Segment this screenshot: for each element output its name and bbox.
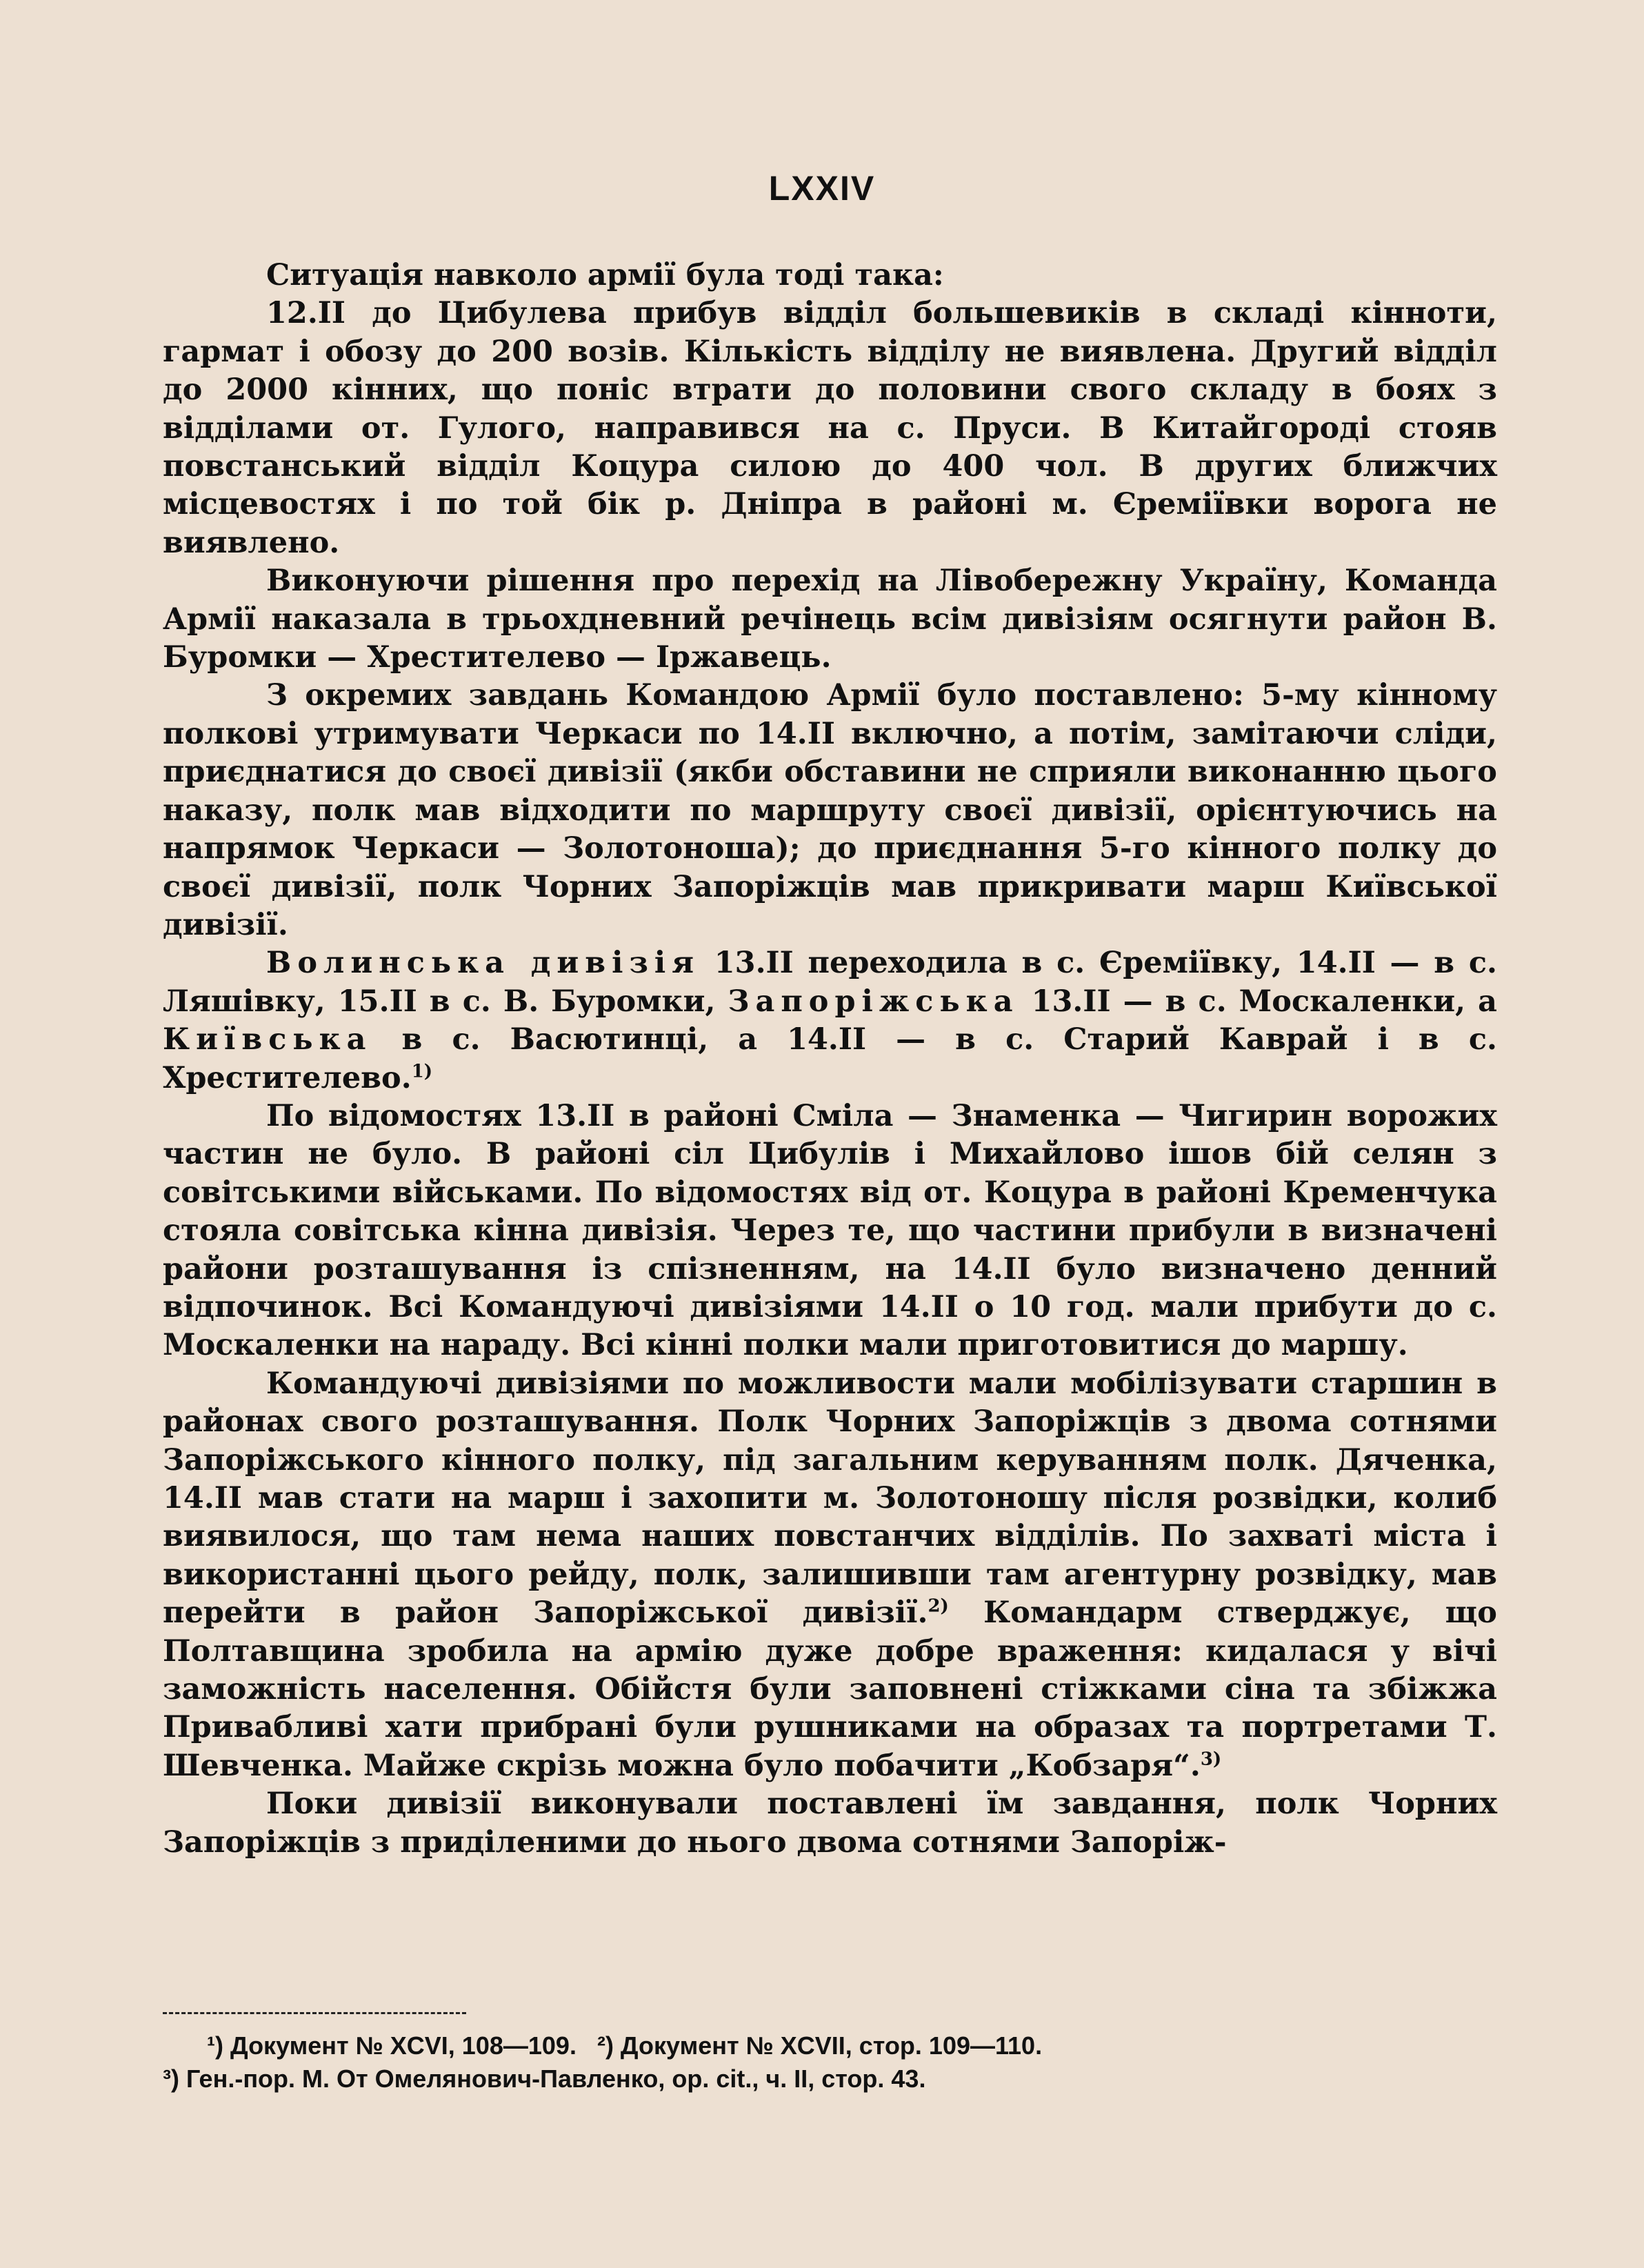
emphasis: Запоріжська: [728, 984, 1019, 1019]
text-run: Командарм стверджує, що Полтавщина зробила на армію дуже добре враження: кидалася у вічі заможність населення. Обійстя були заповнені стіжками сіна та збіжжа Привабливі хати прибрані були рушниками на образах та портретами Т. Шевченка. Майже скрізь можна було побачити „Кобзаря“.: [163, 1595, 1497, 1783]
footnotes: [163, 2029, 1498, 2096]
footnote-ref: 3): [1200, 1749, 1222, 1770]
text-run: 13.II переходила в с. Єреміївку, 14.II — в с. Ляшівку, 15.II в с. В. Буромки,: [163, 946, 1498, 1019]
paragraph: По відомостях 13.II в районі Сміла — Знаменка — Чигирин ворожих частин не було. В районі сіл Цибулів і Михайлово ішов бій селян з совітськими військами. По відомостях від от. Коцура в районі Кременчука стояла совітська кінна дивізія. Через те, що частини прибули в визначені райони розташування із спізненням, на 14.II було визначено денний відпочинок. Всі Командуючі дивізіями 14.II о 10 год. мали прибути до с. Москаленки на нараду. Всі кінні полки мали приготовитися до маршу.: [163, 1098, 1497, 1363]
footnote-ref: 2): [928, 1595, 949, 1617]
emphasis: Київська: [163, 1022, 372, 1057]
paragraph: [163, 1365, 1497, 1785]
paragraph: З окремих завдань Командою Армії було поставлено: 5-му кінному полкові утримувати Черкаси по 14.II включно, а потім, замітаючи сліди, приєднатися до своєї дивізії (якби обставини не сприяли виконанню цього наказу, полк мав відходити по маршруту своєї дивізії, орієнтуючись на напрямок Черкаси — Золотоноша); до приєднання 5-го кінного полку до своєї дивізії, полк Чорних Запоріжців мав прикривати марш Київської дивізії.: [163, 678, 1497, 942]
footnote-divider: [163, 2012, 466, 2014]
page-number: LXXIV: [768, 169, 876, 208]
footnote-line: [207, 2029, 1498, 2062]
text-run: Командуючі дивізіями по можливости мали мобілізувати старшин в районах свого розташування. Полк Чорних Запоріжців з двома сотнями Запоріжського кінного полку, під загальним керуванням полк. Дяченка, 14.II мав стати на марш і захопити м. Золотоношу після розвідки, колиб виявилося, що там нема наших повстанчих відділів. По захваті міста і використанні цього рейду, полк, залишивши там агентурну розвідку, мав перейти в район Запоріжської дивізії.: [163, 1366, 1497, 1631]
paragraph: Ситуація навколо армії була тоді така:: [266, 258, 944, 292]
footnote: ³) Ген.-пор. М. От Омелянович-Павленко, ор. cit., ч. II, стор. 43.: [163, 2065, 926, 2093]
footnote: ²) Документ № XCVII, стор. 109—110.: [597, 2031, 1043, 2060]
text-run: в с. Васютинці, а 14.II — в с. Старий Каврай і в с. Хрестителево.: [163, 1022, 1497, 1095]
paragraph: 12.II до Цибулева прибув відділ большевиків в складі кінноти, гармат і обозу до 200 возів. Кількість відділу не виявлена. Другий відділ до 2000 кінних, що поніс втрати до половини свого складу в боях з відділами от. Гулого, направився на с. Пруси. В Китайгороді стояв повстанський відділ Коцура силою до 400 чол. В других ближчих місцевостях і по той бік р. Дніпра в районі м. Єреміївки ворога не виявлено.: [163, 296, 1497, 560]
body-text: [163, 257, 1497, 1862]
paragraph: Поки дивізії виконували поставлені їм завдання, полк Чорних Запоріжців з приділеними до нього двома сотнями Запоріж-: [163, 1787, 1497, 1860]
emphasis: Волинська дивізія: [266, 946, 701, 981]
paragraph: Виконуючи рішення про перехід на Лівобережну Україну, Команда Армії наказала в трьохдневний речінець всім дивізіям осягнути район В. Буромки — Хрестителево — Іржавець.: [163, 564, 1497, 675]
footnote-line: [163, 2062, 1498, 2096]
text-run: 13.II — в с. Москаленки, а: [1019, 984, 1497, 1019]
paragraph: [163, 944, 1497, 1097]
footnote-ref: 1): [411, 1061, 433, 1082]
footnote: ¹) Документ № XCVI, 108—109.: [207, 2031, 577, 2060]
